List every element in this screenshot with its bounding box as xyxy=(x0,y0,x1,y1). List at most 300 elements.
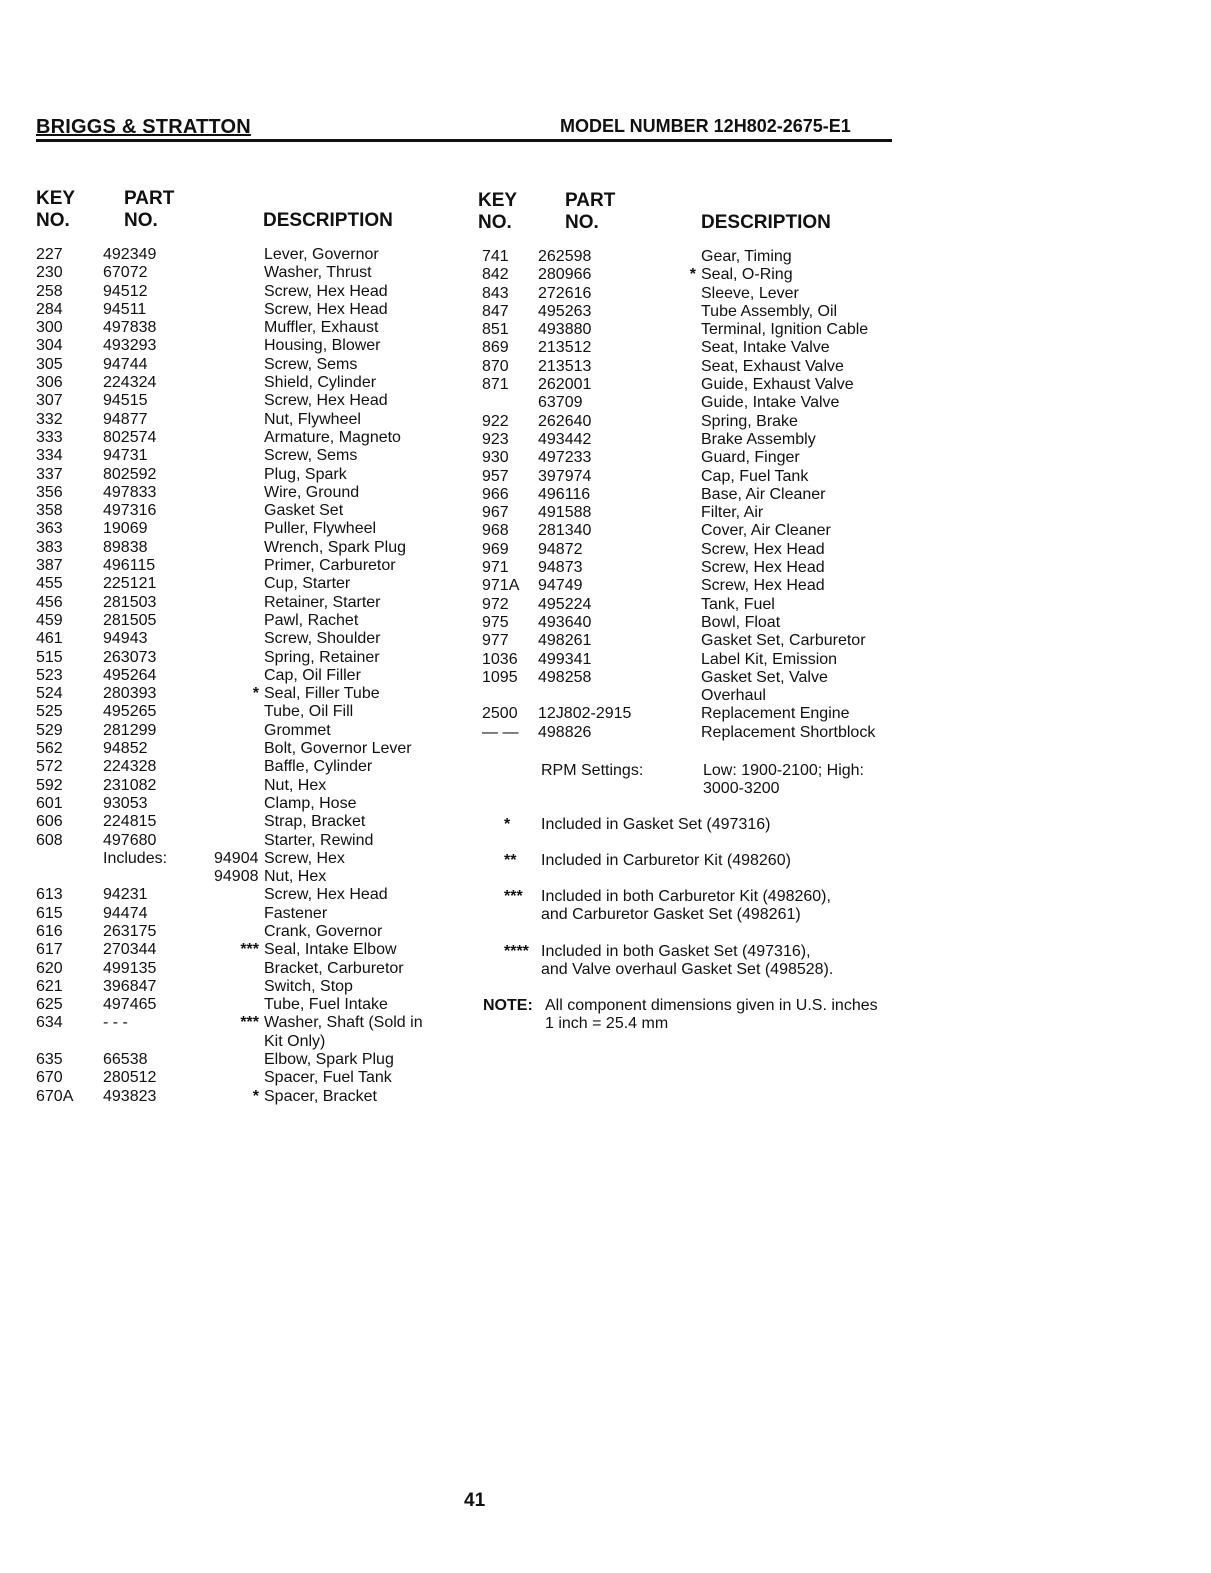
part-no: 280512 xyxy=(103,1069,157,1087)
page-number: 41 xyxy=(464,1490,486,1511)
footnote-text: Included in Carburetor Kit (498260) xyxy=(541,852,791,869)
part-no: 93053 xyxy=(103,794,148,812)
key-no: 608 xyxy=(36,831,63,849)
description: Washer, Thrust xyxy=(264,264,372,282)
sub-part-no: 94908 xyxy=(214,868,259,886)
description: Housing, Blower xyxy=(264,337,381,355)
footnote xyxy=(478,888,898,925)
description: Overhaul xyxy=(701,687,766,705)
table-row xyxy=(478,559,898,577)
table-row xyxy=(36,246,456,264)
part-no: 497838 xyxy=(103,319,157,337)
table-row xyxy=(478,632,898,650)
key-no: 606 xyxy=(36,813,63,831)
note-line-1: All component dimensions given in U.S. inches xyxy=(545,997,878,1014)
table-row xyxy=(36,996,456,1014)
description: Guide, Exhaust Valve xyxy=(701,376,854,394)
description: Kit Only) xyxy=(264,1032,326,1050)
key-no: 363 xyxy=(36,520,63,538)
table-row xyxy=(36,703,456,721)
key-no: 930 xyxy=(482,449,509,467)
description: Tank, Fuel xyxy=(701,595,775,613)
part-no: 224324 xyxy=(103,374,157,392)
marker: *** xyxy=(240,1014,259,1032)
part-no: 67072 xyxy=(103,264,148,282)
description: Screw, Hex Head xyxy=(264,282,388,300)
description: Screw, Hex Head xyxy=(264,392,388,410)
key-no: 741 xyxy=(482,248,509,265)
table-row xyxy=(36,740,456,758)
footnote xyxy=(478,816,898,834)
part-no: 94744 xyxy=(103,355,148,373)
table-row xyxy=(36,1051,456,1069)
key-no: 333 xyxy=(36,428,63,446)
key-no: 620 xyxy=(36,959,63,977)
description: Crank, Governor xyxy=(264,922,383,940)
table-row xyxy=(478,651,898,669)
table-row xyxy=(36,868,456,886)
description: Cover, Air Cleaner xyxy=(701,522,831,540)
description: Grommet xyxy=(264,721,331,739)
description: Spring, Retainer xyxy=(264,648,380,666)
note-label: NOTE: xyxy=(483,997,533,1014)
part-no: 281505 xyxy=(103,611,157,629)
table-row xyxy=(36,447,456,465)
table-row xyxy=(478,504,898,522)
dimension-note xyxy=(483,997,903,1034)
part-no: 493293 xyxy=(103,337,157,355)
description: Seat, Exhaust Valve xyxy=(701,357,844,375)
part-no: 270344 xyxy=(103,941,157,959)
table-row xyxy=(36,392,456,410)
left-part-heading: PART NO. xyxy=(124,188,175,231)
description: Seal, Filler Tube xyxy=(264,685,380,703)
description: Spring, Brake xyxy=(701,412,798,430)
table-row xyxy=(478,522,898,540)
table-row xyxy=(36,374,456,392)
rpm-settings xyxy=(478,762,898,799)
sub-part-no: 94904 xyxy=(214,849,259,867)
description: Spacer, Fuel Tank xyxy=(264,1069,392,1087)
footnote-text: and Carburetor Gasket Set (498261) xyxy=(541,906,801,923)
note-line-2: 1 inch = 25.4 mm xyxy=(545,1015,669,1032)
table-row xyxy=(36,685,456,703)
description: Cup, Starter xyxy=(264,575,351,593)
table-row xyxy=(478,669,898,687)
key-no: 515 xyxy=(36,648,63,666)
description: Gasket Set, Carburetor xyxy=(701,632,866,650)
rpm-label: RPM Settings: xyxy=(541,762,644,779)
part-no: 499341 xyxy=(538,650,592,668)
key-no: 1036 xyxy=(482,650,518,668)
key-no: 957 xyxy=(482,467,509,485)
table-row xyxy=(36,337,456,355)
key-no: 337 xyxy=(36,465,63,483)
key-no: 870 xyxy=(482,357,509,375)
table-row xyxy=(478,468,898,486)
part-no: 94731 xyxy=(103,447,148,465)
description: Starter, Rewind xyxy=(264,831,374,849)
key-no: 529 xyxy=(36,721,63,739)
table-row xyxy=(478,486,898,504)
description: Screw, Sems xyxy=(264,355,358,373)
key-no: 975 xyxy=(482,613,509,631)
description: Screw, Hex Head xyxy=(264,300,388,318)
description: Plug, Spark xyxy=(264,465,347,483)
description: Washer, Shaft (Sold in xyxy=(264,1014,423,1032)
description: Primer, Carburetor xyxy=(264,557,396,575)
part-no: 262001 xyxy=(538,376,592,394)
description: Switch, Stop xyxy=(264,977,353,995)
right-description-heading: DESCRIPTION xyxy=(701,212,831,233)
description: Screw, Hex Head xyxy=(264,886,388,904)
part-no: 94852 xyxy=(103,740,148,758)
footnote xyxy=(478,852,898,870)
table-row xyxy=(36,1014,456,1032)
header-brand: BRIGGS & STRATTON xyxy=(36,116,251,138)
table-row xyxy=(36,832,456,850)
description: Shield, Cylinder xyxy=(264,374,377,392)
key-no: 387 xyxy=(36,557,63,575)
table-row xyxy=(36,612,456,630)
table-row xyxy=(478,358,898,376)
key-no: 851 xyxy=(482,321,509,339)
table-row xyxy=(478,541,898,559)
description: Cap, Oil Filler xyxy=(264,666,361,684)
description: Seal, O-Ring xyxy=(701,266,793,284)
key-no: 615 xyxy=(36,904,63,922)
description: Bracket, Carburetor xyxy=(264,959,404,977)
key-no: 869 xyxy=(482,339,509,357)
part-no: 280393 xyxy=(103,685,157,703)
key-no: 971A xyxy=(482,577,520,595)
key-no: 625 xyxy=(36,996,63,1014)
key-no: 307 xyxy=(36,392,63,410)
part-no: 396847 xyxy=(103,977,157,995)
table-row xyxy=(478,449,898,467)
key-no: 456 xyxy=(36,593,63,611)
footnote-text: Included in both Gasket Set (497316), xyxy=(541,943,811,960)
key-no: 230 xyxy=(36,264,63,282)
description: Pawl, Rachet xyxy=(264,611,359,629)
rpm-high-range: 3000-3200 xyxy=(703,780,780,797)
part-no: 94515 xyxy=(103,392,148,410)
key-no: 842 xyxy=(482,266,509,284)
part-no: 263073 xyxy=(103,648,157,666)
part-no: 94474 xyxy=(103,904,148,922)
description: Gasket Set, Valve xyxy=(701,668,828,686)
description: Sleeve, Lever xyxy=(701,284,799,302)
part-no: 213512 xyxy=(538,339,592,357)
description: Lever, Governor xyxy=(264,246,379,263)
key-no: 613 xyxy=(36,886,63,904)
part-no: - - - xyxy=(103,1014,128,1032)
part-no: 94877 xyxy=(103,410,148,428)
description: Nut, Hex xyxy=(264,868,327,886)
part-no: 397974 xyxy=(538,467,592,485)
part-no: 66538 xyxy=(103,1051,148,1069)
description: Nut, Hex xyxy=(264,776,327,794)
part-no: 94231 xyxy=(103,886,148,904)
part-no: 281299 xyxy=(103,721,157,739)
description: Armature, Magneto xyxy=(264,428,401,446)
table-row xyxy=(36,777,456,795)
right-parts-table xyxy=(478,248,898,742)
part-no: 94512 xyxy=(103,282,148,300)
key-no: 356 xyxy=(36,483,63,501)
key-no: 525 xyxy=(36,703,63,721)
table-row xyxy=(36,411,456,429)
rpm-low-high: Low: 1900-2100; High: xyxy=(703,762,864,779)
description: Strap, Bracket xyxy=(264,813,366,831)
table-row xyxy=(36,923,456,941)
table-row xyxy=(36,1033,456,1051)
table-row xyxy=(36,502,456,520)
left-description-heading: DESCRIPTION xyxy=(263,210,393,231)
key-no: 304 xyxy=(36,337,63,355)
key-no: 966 xyxy=(482,485,509,503)
key-no: 634 xyxy=(36,1014,63,1032)
description: Spacer, Bracket xyxy=(264,1087,377,1105)
table-row xyxy=(478,705,898,723)
key-no: 306 xyxy=(36,374,63,392)
table-row xyxy=(36,301,456,319)
description: Muffler, Exhaust xyxy=(264,319,379,337)
key-no: 968 xyxy=(482,522,509,540)
footnote-marker: ** xyxy=(504,852,517,869)
key-no: 592 xyxy=(36,776,63,794)
part-no: 89838 xyxy=(103,538,148,556)
description: Brake Assembly xyxy=(701,430,816,448)
key-no: 601 xyxy=(36,794,63,812)
part-no: 281503 xyxy=(103,593,157,611)
key-no: 977 xyxy=(482,632,509,650)
table-row xyxy=(36,283,456,301)
marker: * xyxy=(252,1087,259,1105)
part-no: 224815 xyxy=(103,813,157,831)
description: Screw, Hex Head xyxy=(701,540,825,558)
part-no: 280966 xyxy=(538,266,592,284)
description: Gasket Set xyxy=(264,502,344,520)
description: Puller, Flywheel xyxy=(264,520,377,538)
table-row xyxy=(36,1088,456,1106)
part-no: 495264 xyxy=(103,666,157,684)
description: Wrench, Spark Plug xyxy=(264,538,406,556)
part-no: 262640 xyxy=(538,412,592,430)
part-no: 94873 xyxy=(538,559,583,577)
key-no: 572 xyxy=(36,758,63,776)
description: Elbow, Spark Plug xyxy=(264,1051,394,1069)
description: Clamp, Hose xyxy=(264,794,357,812)
key-no: 616 xyxy=(36,922,63,940)
part-no: 63709 xyxy=(538,394,583,412)
description: Seat, Intake Valve xyxy=(701,339,830,357)
table-row xyxy=(36,594,456,612)
table-row xyxy=(478,614,898,632)
part-no: 495224 xyxy=(538,595,592,613)
table-row xyxy=(36,667,456,685)
part-no: 496116 xyxy=(538,485,591,503)
description: Screw, Hex xyxy=(264,849,345,867)
table-row xyxy=(478,687,898,705)
key-no: 923 xyxy=(482,430,509,448)
part-no: 493640 xyxy=(538,613,592,631)
description: Guide, Intake Valve xyxy=(701,394,840,412)
part-no: Includes: xyxy=(103,849,168,867)
table-row xyxy=(36,630,456,648)
part-no: 802592 xyxy=(103,465,157,483)
table-row xyxy=(36,557,456,575)
description: Retainer, Starter xyxy=(264,593,381,611)
part-no: 498261 xyxy=(538,632,592,650)
table-row xyxy=(478,431,898,449)
description: Tube, Oil Fill xyxy=(264,703,354,721)
right-key-heading: KEY NO. xyxy=(478,190,518,233)
key-no: 617 xyxy=(36,941,63,959)
description: Fastener xyxy=(264,904,328,922)
description: Label Kit, Emission xyxy=(701,650,838,668)
key-no: 670 xyxy=(36,1069,63,1087)
key-no: — — xyxy=(482,723,519,741)
table-row xyxy=(36,886,456,904)
part-no: 225121 xyxy=(103,575,157,593)
part-no: 497833 xyxy=(103,483,157,501)
key-no: 562 xyxy=(36,740,63,758)
description: Guard, Finger xyxy=(701,449,800,467)
description: Seal, Intake Elbow xyxy=(264,941,397,959)
key-no: 459 xyxy=(36,611,63,629)
part-no: 224328 xyxy=(103,758,157,776)
left-key-heading: KEY NO. xyxy=(36,188,76,231)
key-no: 383 xyxy=(36,538,63,556)
description: Cap, Fuel Tank xyxy=(701,467,809,485)
part-no: 262598 xyxy=(538,248,592,265)
part-no: 263175 xyxy=(103,922,157,940)
key-no: 305 xyxy=(36,355,63,373)
key-no: 967 xyxy=(482,504,509,522)
table-row xyxy=(36,960,456,978)
footnote-text: Included in both Carburetor Kit (498260), xyxy=(541,888,831,905)
description: Filter, Air xyxy=(701,504,764,522)
left-parts-table xyxy=(36,246,456,1106)
table-row xyxy=(478,303,898,321)
footnote-text: and Valve overhaul Gasket Set (498528). xyxy=(541,961,834,978)
table-row xyxy=(36,356,456,374)
part-no: 495265 xyxy=(103,703,157,721)
key-no: 847 xyxy=(482,302,509,320)
part-no: 281340 xyxy=(538,522,592,540)
part-no: 492349 xyxy=(103,246,157,263)
key-no: 523 xyxy=(36,666,63,684)
table-row xyxy=(36,319,456,337)
key-no: 871 xyxy=(482,376,509,394)
table-row xyxy=(36,429,456,447)
part-no: 12J802-2915 xyxy=(538,705,632,723)
part-no: 499135 xyxy=(103,959,157,977)
key-no: 969 xyxy=(482,540,509,558)
part-no: 497465 xyxy=(103,996,157,1014)
part-no: 493442 xyxy=(538,430,592,448)
table-row xyxy=(36,978,456,996)
marker: * xyxy=(252,685,259,703)
right-part-heading: PART NO. xyxy=(565,190,616,233)
key-no: 227 xyxy=(36,246,63,263)
table-row xyxy=(478,413,898,431)
table-row xyxy=(36,722,456,740)
table-row xyxy=(36,649,456,667)
description: Replacement Shortblock xyxy=(701,723,876,741)
part-no: 491588 xyxy=(538,504,592,522)
key-no: 258 xyxy=(36,282,63,300)
key-no: 284 xyxy=(36,300,63,318)
footnote-marker: * xyxy=(504,816,511,833)
key-no: 455 xyxy=(36,575,63,593)
table-row xyxy=(36,575,456,593)
table-row xyxy=(478,285,898,303)
key-no: 524 xyxy=(36,685,63,703)
part-no: 493823 xyxy=(103,1087,157,1105)
key-no: 843 xyxy=(482,284,509,302)
part-no: 94511 xyxy=(103,300,147,318)
part-no: 94943 xyxy=(103,630,148,648)
table-row xyxy=(36,758,456,776)
table-row xyxy=(478,321,898,339)
description: Screw, Hex Head xyxy=(701,559,825,577)
part-no: 496115 xyxy=(103,557,156,575)
description: Tube Assembly, Oil xyxy=(701,302,838,320)
description: Nut, Flywheel xyxy=(264,410,361,428)
key-no: 332 xyxy=(36,410,63,428)
key-no: 621 xyxy=(36,977,63,995)
description: Wire, Ground xyxy=(264,483,360,501)
table-row xyxy=(36,466,456,484)
table-row xyxy=(36,520,456,538)
part-no: 231082 xyxy=(103,776,157,794)
part-no: 497233 xyxy=(538,449,592,467)
part-no: 94749 xyxy=(538,577,583,595)
table-row xyxy=(478,577,898,595)
header-model-number: MODEL NUMBER 12H802-2675-E1 xyxy=(560,116,851,136)
table-row xyxy=(478,266,898,284)
description: Replacement Engine xyxy=(701,705,850,723)
header-rule xyxy=(36,139,892,142)
footnote-marker: *** xyxy=(504,888,523,905)
table-row xyxy=(36,813,456,831)
key-no: 334 xyxy=(36,447,63,465)
key-no: 635 xyxy=(36,1051,63,1069)
description: Gear, Timing xyxy=(701,248,792,265)
part-no: 498258 xyxy=(538,668,592,686)
table-row xyxy=(478,339,898,357)
footnote-text: Included in Gasket Set (497316) xyxy=(541,816,771,833)
description: Bowl, Float xyxy=(701,613,781,631)
part-no: 498826 xyxy=(538,723,592,741)
part-no: 495263 xyxy=(538,302,592,320)
table-row xyxy=(36,905,456,923)
marker: *** xyxy=(240,941,259,959)
key-no: 358 xyxy=(36,502,63,520)
key-no: 1095 xyxy=(482,668,518,686)
description: Baffle, Cylinder xyxy=(264,758,373,776)
table-row xyxy=(36,1069,456,1087)
key-no: 670A xyxy=(36,1087,74,1105)
description: Tube, Fuel Intake xyxy=(264,996,388,1014)
description: Base, Air Cleaner xyxy=(701,485,826,503)
key-no: 300 xyxy=(36,319,63,337)
table-row xyxy=(36,539,456,557)
part-no: 19069 xyxy=(103,520,148,538)
part-no: 94872 xyxy=(538,540,583,558)
